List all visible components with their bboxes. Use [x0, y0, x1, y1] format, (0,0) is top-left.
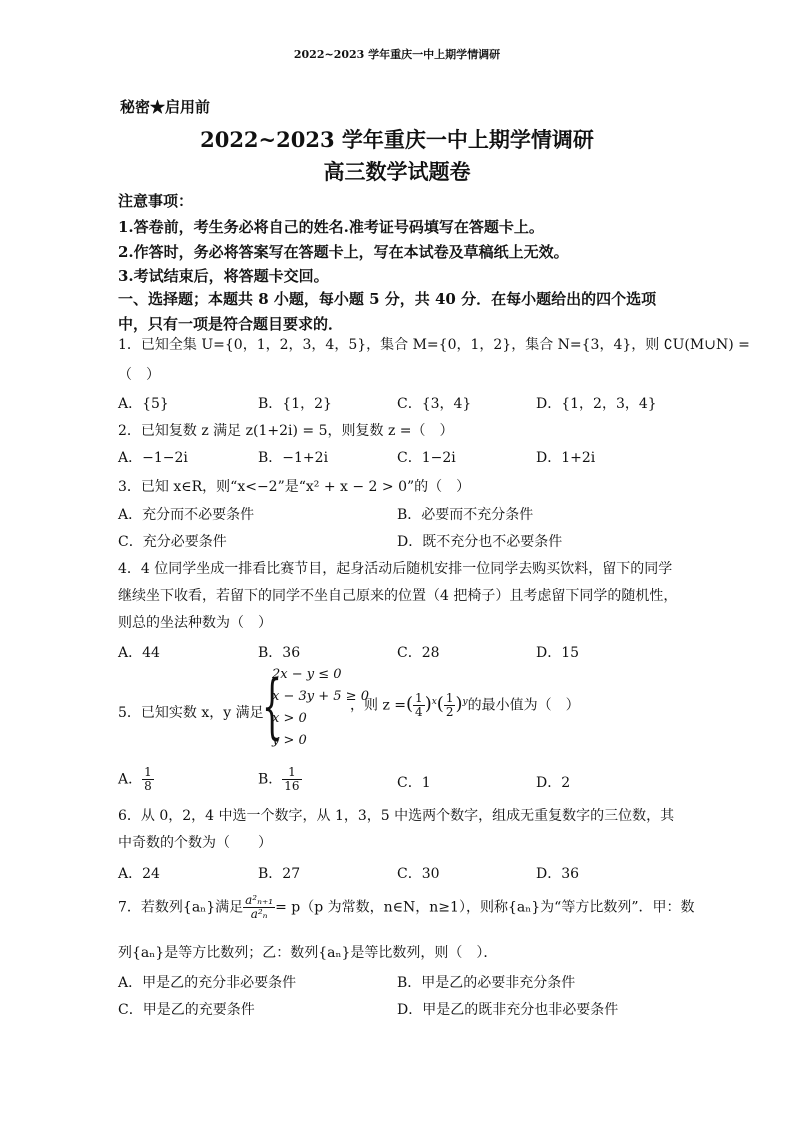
secret-label: 秘密★启用前: [120, 98, 211, 116]
q2-option-c: C．1−2i: [397, 450, 456, 466]
notice-item: 1.答卷前，考生务必将自己的姓名.准考证号码填写在答题卡上。: [118, 218, 544, 236]
q5-objective: ，则 z =( $\frac{1}{4}$ )$^x$( $\frac{1}{2}$ )$^y$的最小值为（ ）: [350, 691, 580, 719]
q6-option-d: D．36: [536, 866, 580, 882]
q7-stem-line2: 列{aₙ}是等方比数列；乙：数列{aₙ}是等比数列，则（ ）．: [118, 945, 498, 961]
constraint: 2x − y ≤ 0: [272, 667, 342, 682]
fraction: $\frac{1}{2}$: [445, 691, 454, 719]
section-heading: 一、选择题；本题共 8 小题，每小题 5 分，共 40 分．在每小题给出的四个选项中，只有一项是符合题目要求的．: [118, 290, 657, 333]
notice-item: 2.作答时，务必将答案写在答题卡上，写在本试卷及草稿纸上无效。: [118, 243, 569, 261]
q2-stem: 2．已知复数 z 满足 z(1+2i) = 5，则复数 z =（ ）: [118, 423, 454, 439]
q1-stem: 1．已知全集 U={0，1，2，3，4，5}，集合 M={0，1，2}，集合 N={3，4}，则 ∁U(M∪N) =: [118, 337, 750, 353]
q2-option-d: D．1+2i: [536, 450, 596, 466]
q3-option-c: C．充分必要条件: [118, 534, 227, 550]
q4-option-b: B．36: [258, 645, 301, 661]
fraction: $\frac{1}{4}$: [415, 691, 423, 719]
q4-stem: 4．4 位同学坐成一排看比赛节目，起身活动后随机安排一位同学去购买饮料，留下的同学继续坐下收看，若留下的同学不坐自己原来的位置（4 把椅子）且考虑留下同学的随机性，则总的坐法种数为（ ）: [118, 561, 678, 631]
q6-option-a: A．24: [118, 866, 160, 882]
q5-option-c: C．1: [397, 775, 431, 791]
q1-option-a: A．{5}: [118, 396, 169, 412]
q3-option-d: D．既不充分也不必要条件: [397, 534, 563, 550]
q5-option-b: B． $\frac{1}{16}$: [258, 765, 300, 793]
q4-option-c: C．28: [397, 645, 440, 661]
q2-option-a: A．−1−2i: [118, 450, 188, 466]
q5-option-a: A． $\frac{1}{8}$: [118, 765, 152, 793]
exam-subtitle: 高三数学试题卷: [323, 159, 471, 184]
q7-option-d: D．甲是乙的既非充分也非必要条件: [397, 1002, 619, 1018]
q3-option-a: A．充分而不必要条件: [118, 507, 255, 523]
q1-option-c: C．{3，4}: [397, 396, 472, 412]
notice-item: 3.考试结束后，将答题卡交回。: [118, 267, 329, 285]
q5-stem-prefix: 5．已知实数 x，y 满足: [118, 705, 264, 721]
q6-stem: 6．从 0，2，4 中选一个数字，从 1，3，5 中选两个数字，组成无重复数字的三位数，其中奇数的个数为（ ）: [118, 808, 675, 851]
q7-option-c: C．甲是乙的充要条件: [118, 1002, 255, 1018]
q4-option-d: D．15: [536, 645, 580, 661]
q1-option-b: B．{1，2}: [258, 396, 332, 412]
q7-option-b: B．甲是乙的必要非充分条件: [397, 975, 576, 991]
q6-option-c: C．30: [397, 866, 440, 882]
q3-stem: 3．已知 x∈R，则“x<−2”是“x² + x − 2 > 0”的（ ）: [118, 479, 471, 495]
q1-blank: （ ）: [118, 367, 160, 383]
q1-option-d: D．{1，2，3，4}: [536, 396, 657, 412]
q7-stem: 7．若数列{aₙ}满足 $\frac{\text{a²ₙ₊₁}}{\text{a²ₙ}}$ = p（p 为常数，n∈N，n≥1），则称{aₙ}为“等方比数列”．甲：数: [118, 893, 695, 921]
running-header: 2022~2023 学年重庆一中上期学情调研: [293, 48, 501, 61]
constraint: x − 3y + 5 ≥ 0: [272, 689, 369, 704]
q5-option-d: D．2: [536, 775, 571, 791]
q3-option-b: B．必要而不充分条件: [397, 507, 534, 523]
fraction: $\frac{\text{a²ₙ₊₁}}{\text{a²ₙ}}$: [245, 893, 274, 921]
exam-title: 2022~2023 学年重庆一中上期学情调研: [200, 127, 594, 152]
system-brace: {: [262, 665, 283, 747]
notice-heading: 注意事项：: [118, 192, 194, 210]
q2-option-b: B．−1+2i: [258, 450, 329, 466]
constraint: x > 0: [272, 711, 307, 726]
q5-stem-suffix: 的最小值为（ ）: [467, 697, 580, 714]
q5-stem-middle: ，则 z =: [350, 697, 407, 714]
q6-option-b: B．27: [258, 866, 301, 882]
q4-option-a: A．44: [118, 645, 160, 661]
q7-option-a: A．甲是乙的充分非必要条件: [118, 975, 297, 991]
constraint: y > 0: [272, 733, 307, 748]
